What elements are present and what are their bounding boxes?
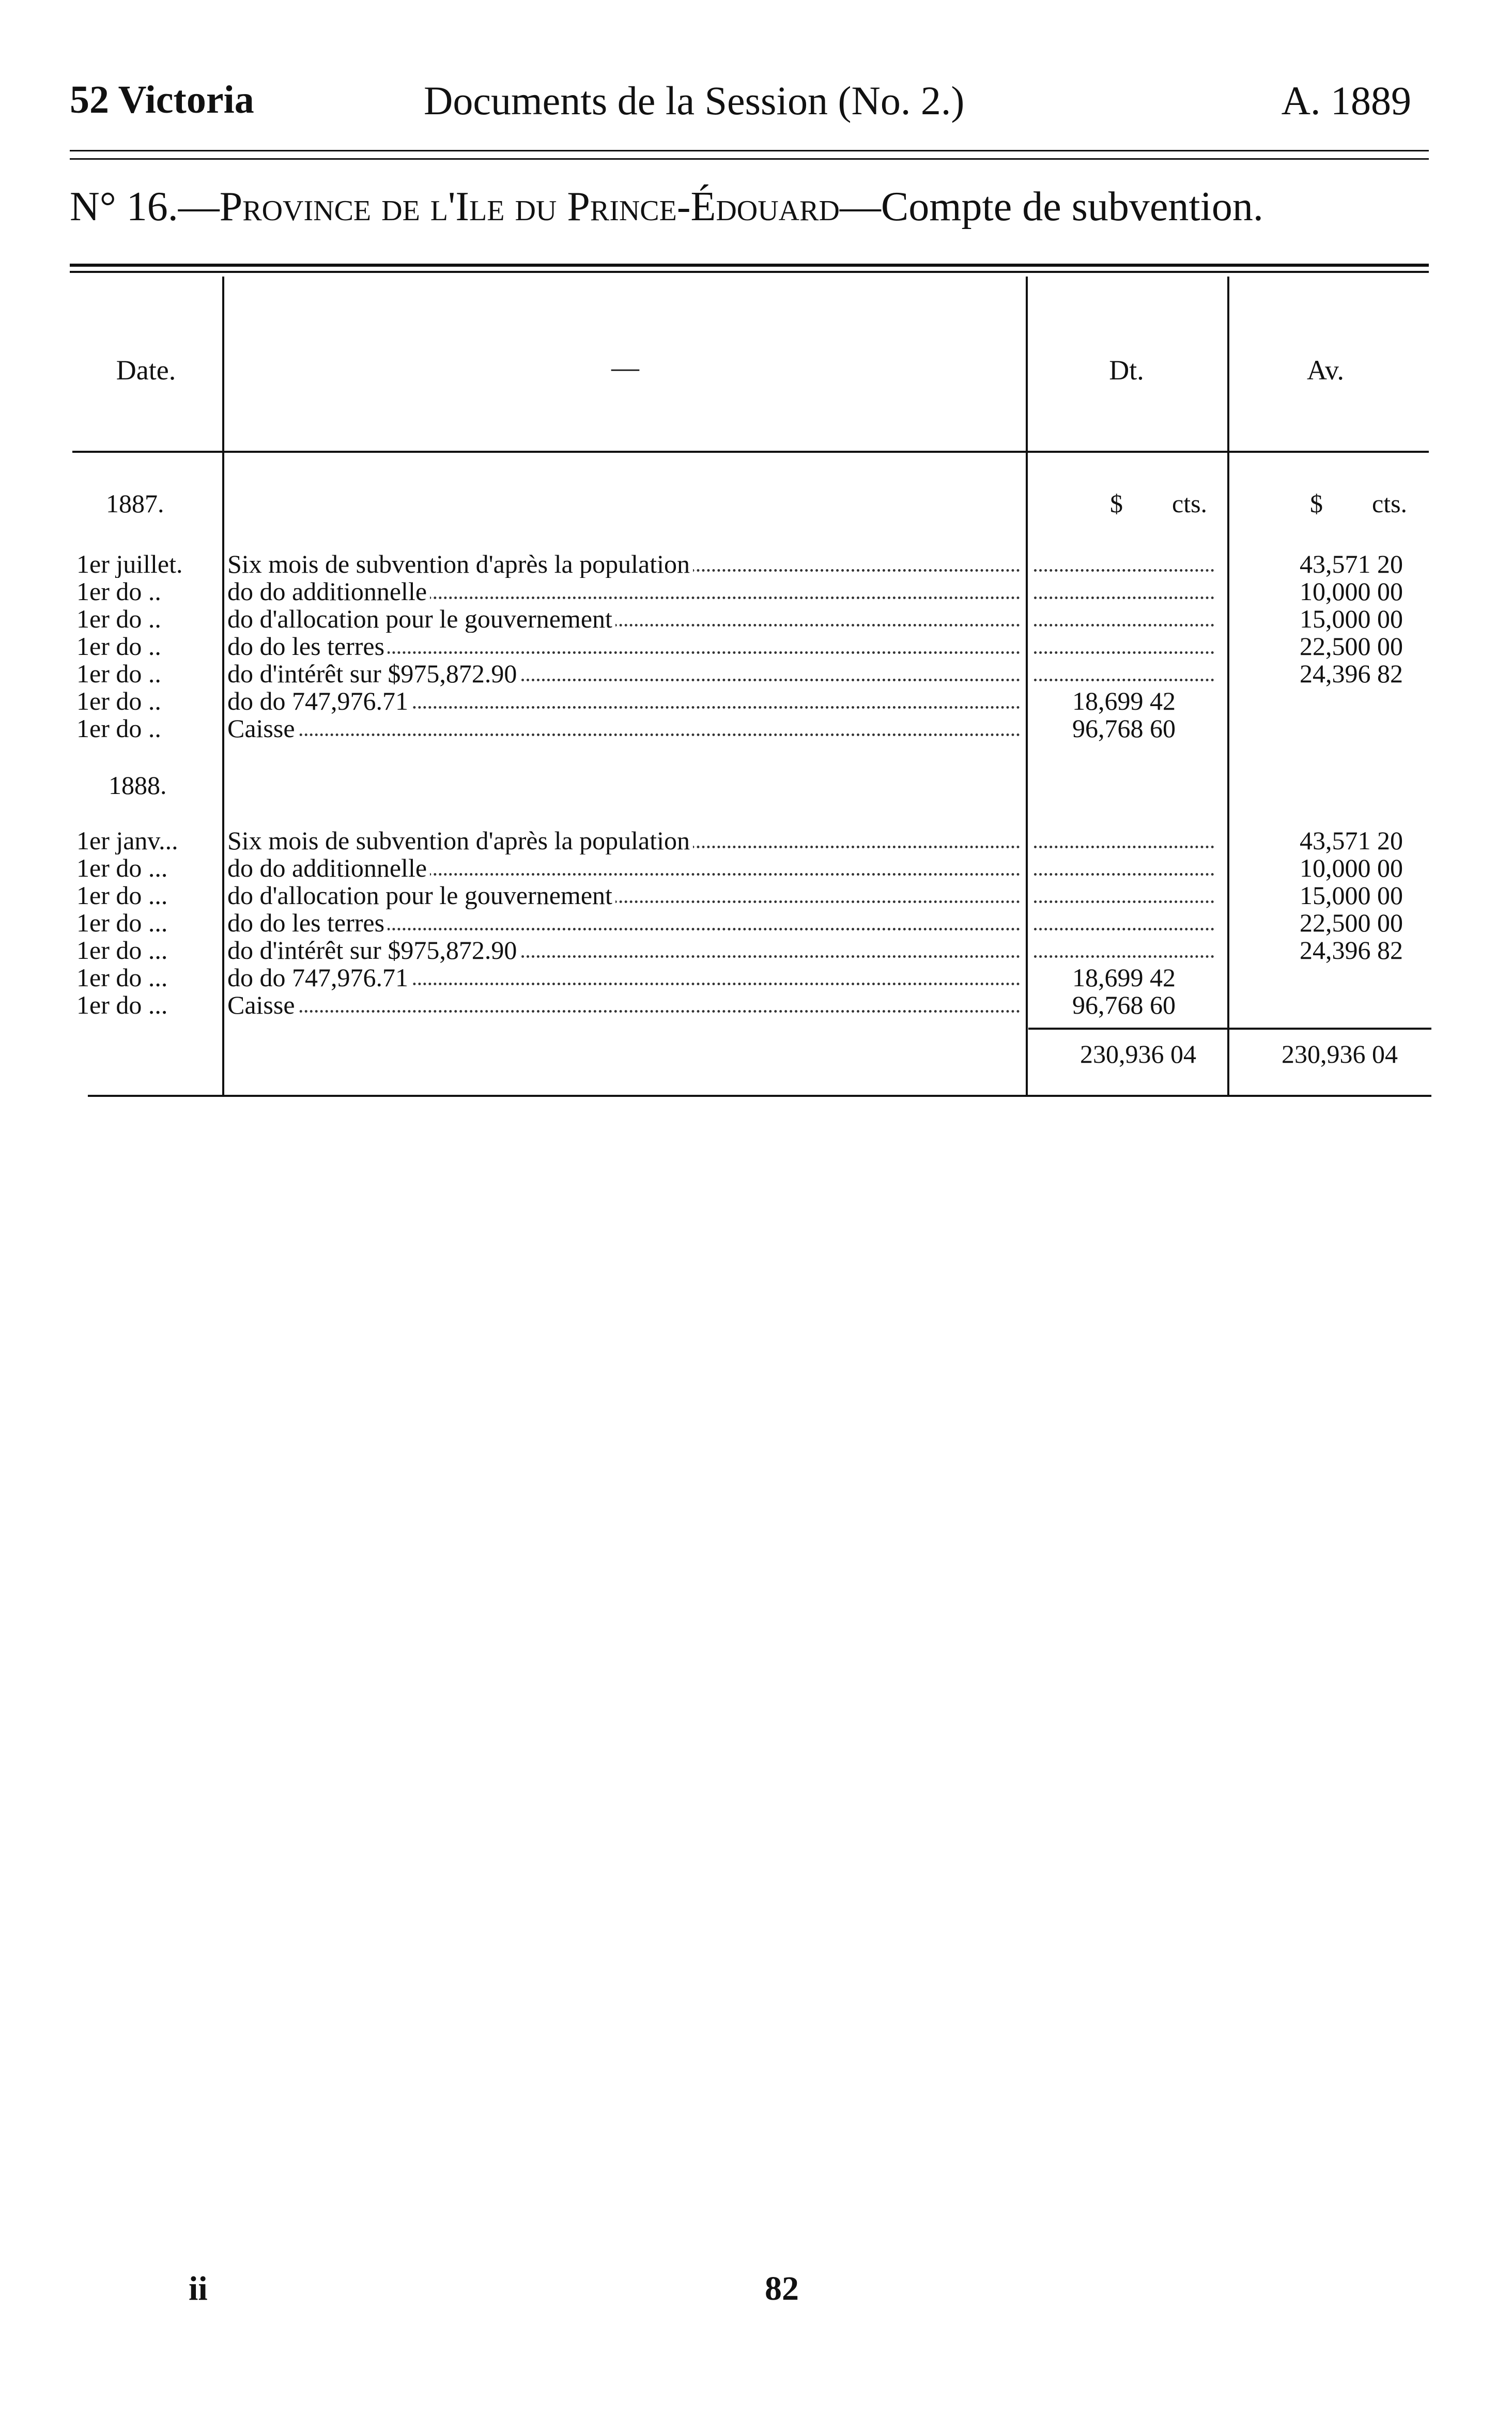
row-dt bbox=[1031, 882, 1217, 909]
dot-leader bbox=[1034, 900, 1214, 903]
year-label: 1888. bbox=[109, 771, 167, 800]
row-description bbox=[227, 991, 1023, 1019]
row-description bbox=[227, 937, 1023, 964]
row-description bbox=[227, 827, 1023, 854]
row-date: 1er do .. bbox=[76, 660, 161, 687]
header-rule-bottom bbox=[70, 158, 1429, 160]
title-rule-bottom bbox=[70, 271, 1429, 273]
title-rule-top bbox=[70, 264, 1429, 267]
row-dt bbox=[1031, 633, 1217, 660]
row-description-text: do d'allocation pour le gouvernement bbox=[227, 605, 615, 633]
title-subtitle: —Compte de subvention. bbox=[839, 184, 1263, 230]
row-av: 15,000 00 bbox=[1300, 882, 1403, 909]
row-av: 43,571 20 bbox=[1300, 551, 1403, 578]
row-date: 1er do .. bbox=[76, 605, 161, 633]
row-description-text: do do les terres bbox=[227, 633, 388, 660]
row-description bbox=[227, 660, 1023, 687]
row-date: 1er do ... bbox=[76, 909, 168, 937]
row-description bbox=[227, 854, 1023, 882]
row-date: 1er do .. bbox=[76, 715, 161, 742]
row-av bbox=[1248, 964, 1403, 991]
row-date: 1er do ... bbox=[76, 882, 168, 909]
row-date: 1er do ... bbox=[76, 937, 168, 964]
dot-leader bbox=[1034, 955, 1214, 958]
footer-left: ii bbox=[189, 2270, 208, 2307]
row-av bbox=[1248, 687, 1403, 715]
dot-leader bbox=[1034, 846, 1214, 848]
header-row-rule bbox=[72, 451, 1429, 453]
page-number: 82 bbox=[765, 2270, 799, 2307]
row-av: 10,000 00 bbox=[1300, 578, 1403, 605]
row-dt bbox=[1031, 660, 1217, 687]
dot-leader bbox=[227, 1010, 1020, 1013]
header-left: 52 Victoria bbox=[70, 78, 254, 121]
table-bottom-rule bbox=[88, 1095, 1431, 1097]
row-description bbox=[227, 551, 1023, 578]
row-description-text: do d'intérêt sur $975,872.90 bbox=[227, 937, 520, 964]
row-av: 43,571 20 bbox=[1300, 827, 1403, 854]
row-date: 1er do .. bbox=[76, 687, 161, 715]
row-av: 24,396 82 bbox=[1300, 660, 1403, 687]
row-description-text: do d'intérêt sur $975,872.90 bbox=[227, 660, 520, 687]
dt-cents-label: cts. bbox=[1172, 489, 1208, 518]
row-date: 1er janv... bbox=[76, 827, 178, 854]
column-header-date: Date. bbox=[116, 355, 176, 386]
title-province: Province de l'Ile du Prince-Édouard bbox=[219, 184, 840, 230]
av-dollar-sign: $ bbox=[1310, 489, 1323, 518]
row-av: 15,000 00 bbox=[1300, 605, 1403, 633]
page-title bbox=[70, 184, 1263, 231]
header-rule-top bbox=[70, 150, 1429, 151]
row-av: 24,396 82 bbox=[1300, 937, 1403, 964]
row-description bbox=[227, 633, 1023, 660]
col-divider-3 bbox=[1227, 277, 1229, 1096]
row-dt bbox=[1031, 578, 1217, 605]
row-av: 22,500 00 bbox=[1300, 909, 1403, 937]
row-dt: 18,699 42 bbox=[1072, 964, 1176, 991]
header-center: Documents de la Session (No. 2.) bbox=[424, 78, 965, 123]
totals-rule bbox=[1028, 1028, 1431, 1030]
row-dt: 96,768 60 bbox=[1072, 715, 1176, 742]
row-dt: 96,768 60 bbox=[1072, 991, 1176, 1019]
row-description-text: do do les terres bbox=[227, 909, 388, 937]
row-description-text: Caisse bbox=[227, 991, 298, 1019]
row-av bbox=[1248, 991, 1403, 1019]
dot-leader bbox=[1034, 569, 1214, 572]
dot-leader bbox=[1034, 597, 1214, 599]
dot-leader bbox=[1034, 928, 1214, 930]
row-dt bbox=[1031, 937, 1217, 964]
dot-leader bbox=[227, 733, 1020, 736]
row-av: 10,000 00 bbox=[1300, 854, 1403, 882]
row-description bbox=[227, 964, 1023, 991]
row-description bbox=[227, 715, 1023, 742]
row-av bbox=[1248, 715, 1403, 742]
row-dt bbox=[1031, 605, 1217, 633]
column-header-dt: Dt. bbox=[1109, 355, 1144, 386]
column-header-description: — bbox=[611, 352, 639, 383]
row-description bbox=[227, 882, 1023, 909]
row-dt bbox=[1031, 551, 1217, 578]
row-description-text: Caisse bbox=[227, 715, 298, 742]
dot-leader bbox=[1034, 873, 1214, 876]
row-description-text: Six mois de subvention d'après la population bbox=[227, 827, 693, 854]
total-av: 230,936 04 bbox=[1282, 1040, 1398, 1068]
header-right: A. 1889 bbox=[1281, 78, 1411, 123]
row-description-text: do do additionnelle bbox=[227, 854, 430, 882]
row-description-text: do d'allocation pour le gouvernement bbox=[227, 882, 615, 909]
row-date: 1er juillet. bbox=[76, 551, 183, 578]
column-header-av: Av. bbox=[1307, 355, 1344, 386]
row-dt bbox=[1031, 909, 1217, 937]
row-date: 1er do .. bbox=[76, 633, 161, 660]
row-description-text: do do 747,976.71 bbox=[227, 964, 411, 991]
row-dt bbox=[1031, 827, 1217, 854]
row-date: 1er do .. bbox=[76, 578, 161, 605]
row-dt bbox=[1031, 854, 1217, 882]
dot-leader bbox=[1034, 624, 1214, 626]
dt-dollar-sign: $ bbox=[1110, 489, 1123, 518]
row-date: 1er do ... bbox=[76, 854, 168, 882]
row-description-text: do do additionnelle bbox=[227, 578, 430, 605]
row-description-text: do do 747,976.71 bbox=[227, 687, 411, 715]
row-dt: 18,699 42 bbox=[1072, 687, 1176, 715]
row-description bbox=[227, 605, 1023, 633]
av-cents-label: cts. bbox=[1372, 489, 1408, 518]
year-label: 1887. bbox=[106, 489, 164, 518]
row-date: 1er do ... bbox=[76, 964, 168, 991]
dot-leader bbox=[1034, 679, 1214, 681]
row-description bbox=[227, 687, 1023, 715]
total-dt: 230,936 04 bbox=[1080, 1040, 1196, 1068]
row-description bbox=[227, 578, 1023, 605]
dot-leader bbox=[1034, 651, 1214, 654]
row-av: 22,500 00 bbox=[1300, 633, 1403, 660]
row-date: 1er do ... bbox=[76, 991, 168, 1019]
col-divider-2 bbox=[1026, 277, 1028, 1096]
title-number: N° 16.— bbox=[70, 184, 220, 230]
row-description-text: Six mois de subvention d'après la population bbox=[227, 551, 693, 578]
row-description bbox=[227, 909, 1023, 937]
